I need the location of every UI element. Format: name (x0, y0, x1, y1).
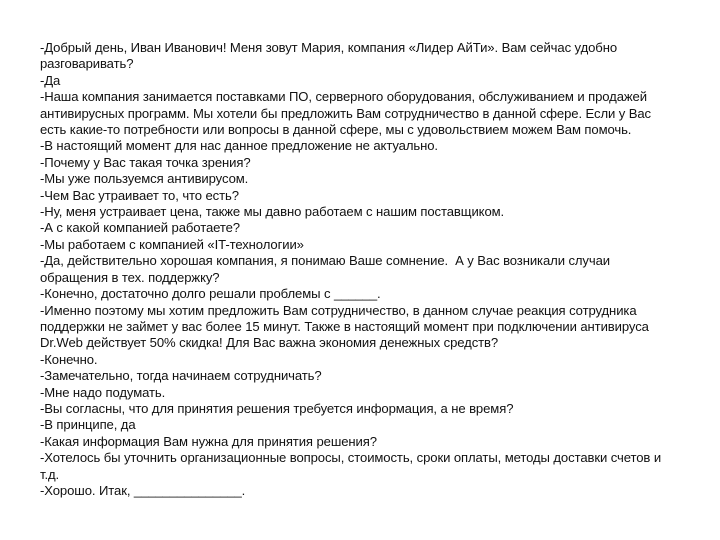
dialogue-line: -В принципе, да (40, 417, 136, 433)
sales-dialogue-text (40, 40, 680, 499)
dialogue-line: -Наша компания занимается поставками ПО, серверного оборудования, обслуживанием и продажей антивирусных программ. Мы хотели бы предложить Вам сотрудничество в данной сфере. Если у Вас есть какие-то потребности или вопросы в данной сфере, мы с удовольствием можем Вам помочь. (40, 89, 655, 138)
dialogue-line: -Да, действительно хорошая компания, я понимаю Ваше сомнение. А у Вас возникали случаи обращения в тех. поддержку? (40, 253, 614, 285)
dialogue-line: -Вы согласны, что для принятия решения требуется информация, а не время? (40, 400, 514, 416)
dialogue-line: -Конечно, достаточно долго решали проблемы с ______. (40, 286, 381, 302)
dialogue-line: -Да (40, 72, 61, 88)
dialogue-line: -Почему у Вас такая точка зрения? (40, 154, 251, 170)
dialogue-line: -Чем Вас утраивает то, что есть? (40, 187, 239, 203)
dialogue-line: -Конечно. (40, 351, 98, 367)
dialogue-line: -Мы уже пользуемся антивирусом. (40, 171, 249, 187)
dialogue-line: -Добрый день, Иван Иванович! Меня зовут Мария, компания «Лидер АйТи». Вам сейчас удобно разговаривать? (40, 40, 621, 72)
dialogue-line: -Какая информация Вам нужна для принятия решения? (40, 433, 377, 449)
dialogue-line: -Замечательно, тогда начинаем сотрудничать? (40, 368, 322, 384)
dialogue-line: -В настоящий момент для нас данное предложение не актуально. (40, 138, 438, 154)
dialogue-line: -Ну, меня устраивает цена, также мы давно работаем с нашим поставщиком. (40, 204, 505, 220)
dialogue-line: -Хотелось бы уточнить организационные вопросы, стоимость, сроки оплаты, методы доставки счетов и т.д. (40, 450, 665, 482)
dialogue-line: -Именно поэтому мы хотим предложить Вам сотрудничество, в данном случае реакция сотрудника поддержки не займет у вас более 15 минут. Также в настоящий момент при подключении антивируса Dr.Web действует 50% скидка! Для Вас важна экономия денежных средств? (40, 302, 653, 351)
dialogue-line: -Мы работаем с компанией «IT-технологии» (40, 236, 304, 252)
dialogue-line: -Хорошо. Итак, _______________. (40, 482, 246, 498)
dialogue-line: -А с какой компанией работаете? (40, 220, 240, 236)
dialogue-line: -Мне надо подумать. (40, 384, 166, 400)
